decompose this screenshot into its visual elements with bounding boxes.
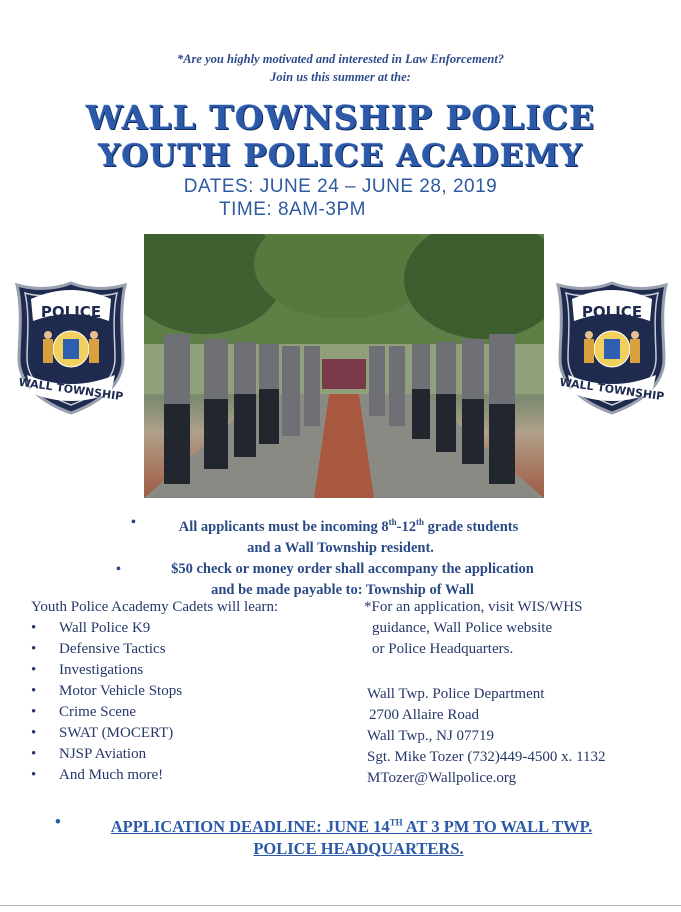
- bullet: •: [31, 683, 37, 699]
- superscript: th: [415, 517, 424, 527]
- list-item: [31, 681, 278, 702]
- requirement-1-text-mid: -12: [396, 518, 416, 535]
- superscript: TH: [389, 817, 403, 827]
- list-item: [31, 744, 278, 765]
- bullet: •: [31, 767, 37, 783]
- svg-text:POLICE: POLICE: [40, 303, 102, 321]
- bullet: •: [116, 561, 121, 577]
- requirement-1-text: All applicants must be incoming 8: [178, 518, 389, 535]
- badge-shield-icon: [13, 281, 129, 415]
- list-item-text: Investigations: [59, 662, 144, 678]
- list-item: [31, 660, 278, 681]
- deadline-text: APPLICATION DEADLINE: JUNE 14: [110, 816, 390, 836]
- bullet: •: [31, 746, 37, 762]
- svg-text:WALL TOWNSHIP: WALL TOWNSHIP: [17, 375, 125, 404]
- bullet: •: [31, 725, 37, 741]
- application-info-line-2: guidance, Wall Police website: [372, 620, 553, 636]
- bullet: •: [31, 662, 37, 678]
- time-text: TIME: 8AM-3PM: [219, 199, 366, 220]
- list-item-text: SWAT (MOCERT): [59, 725, 174, 741]
- title-line-2: YOUTH POLICE ACADEMY: [98, 138, 583, 174]
- list-item-text: Motor Vehicle Stops: [59, 683, 183, 699]
- contact-email: MTozer@Wallpolice.org: [367, 770, 517, 786]
- list-item-text: Crime Scene: [59, 704, 137, 720]
- requirement-1: [0, 512, 681, 538]
- bullet: •: [31, 641, 37, 657]
- list-item-text: Wall Police K9: [59, 620, 151, 636]
- list-item-text: NJSP Aviation: [59, 746, 147, 762]
- contact-department: Wall Twp. Police Department: [367, 686, 545, 702]
- application-info-line-1: *For an application, visit WIS/WHS: [364, 599, 583, 615]
- deadline-line-2: POLICE HEADQUARTERS.: [253, 838, 464, 858]
- contact-city: Wall Twp., NJ 07719: [367, 728, 495, 744]
- requirement-2: [0, 559, 681, 580]
- bullet: •: [31, 704, 37, 720]
- contact-street: 2700 Allaire Road: [369, 707, 479, 723]
- svg-text:WALL TOWNSHIP: WALL TOWNSHIP: [558, 375, 666, 404]
- curriculum-heading: Youth Police Academy Cadets will learn:: [31, 599, 279, 615]
- requirements-section: [0, 512, 681, 601]
- intro-line-1: *Are you highly motivated and interested in Law Enforcement?: [176, 52, 505, 66]
- contact-block: [367, 684, 606, 789]
- deadline-line-1: [0, 811, 681, 838]
- list-item: [31, 765, 278, 786]
- requirement-1-line-2: and a Wall Township resident.: [247, 539, 434, 556]
- police-badge-right: [554, 281, 670, 415]
- application-info: [364, 597, 582, 660]
- badge-shield-icon: [554, 281, 670, 415]
- dates-text: DATES: JUNE 24 – JUNE 28, 2019: [183, 176, 498, 197]
- list-item: [31, 723, 278, 744]
- application-info-line-3: or Police Headquarters.: [372, 641, 514, 657]
- police-badge-left: [13, 281, 129, 415]
- list-item: [31, 618, 278, 639]
- requirement-1-text-end: grade students: [423, 518, 519, 535]
- contact-officer: Sgt. Mike Tozer (732)449-4500 x. 1132: [367, 749, 606, 765]
- list-item: [31, 639, 278, 660]
- requirement-2-line-2: and be made payable to: Township of Wall: [211, 581, 474, 598]
- superscript: th: [388, 517, 397, 527]
- officers-group-photo: [144, 234, 544, 498]
- bottom-divider: [0, 905, 681, 906]
- deadline-notice: [0, 811, 681, 860]
- list-item-text: And Much more!: [59, 767, 164, 783]
- intro-line-2: Join us this summer at the:: [270, 70, 411, 84]
- bullet: •: [55, 812, 61, 831]
- list-item: [31, 702, 278, 723]
- deadline-text-end: AT 3 PM TO WALL TWP.: [402, 816, 593, 836]
- bullet: •: [131, 515, 136, 530]
- requirement-2-text: $50 check or money order shall accompany the application: [171, 560, 534, 577]
- title-line-1: WALL TOWNSHIP POLICE: [85, 98, 596, 137]
- list-item-text: Defensive Tactics: [59, 641, 166, 657]
- curriculum-list: [31, 597, 278, 786]
- bullet: •: [31, 620, 37, 636]
- svg-text:POLICE: POLICE: [581, 303, 643, 321]
